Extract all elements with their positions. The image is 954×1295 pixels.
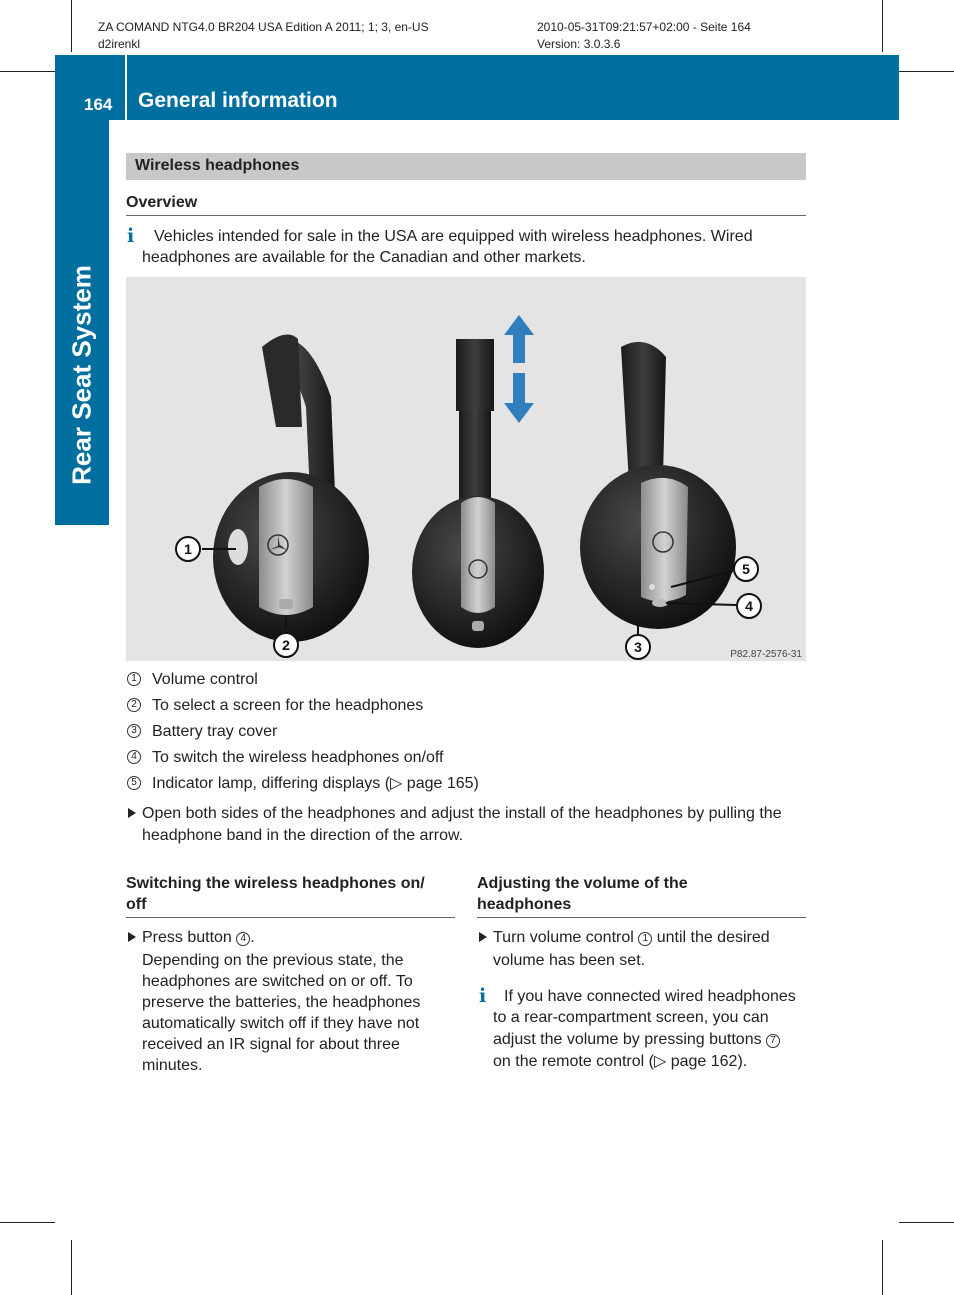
legend-number: 1 xyxy=(127,672,141,686)
heading-line: headphones xyxy=(477,896,572,913)
info-text: adjust the volume by pressing buttons xyxy=(493,1031,767,1048)
switching-description xyxy=(142,950,454,1076)
heading-line: Adjusting the volume of the xyxy=(477,875,688,892)
heading-rule xyxy=(126,215,806,216)
print-metadata-right xyxy=(537,19,751,53)
metadata-line: ZA COMAND NTG4.0 BR204 USA Edition A 2011; 1; 3, en-US xyxy=(98,20,429,34)
description-line: automatically switch off if they have not xyxy=(142,1015,420,1032)
button-number: 4 xyxy=(236,932,250,946)
info-icon: i xyxy=(479,985,487,1007)
description-line: headphones are switched on or off. To xyxy=(142,973,413,990)
callout-5 xyxy=(734,557,758,581)
instruction-line: Open both sides of the headphones and adjust the install of the headphones by pulling the xyxy=(142,805,782,822)
overview-info-line: Vehicles intended for sale in the USA are equipped with wireless headphones. Wired xyxy=(154,228,753,245)
overview-info-line: headphones are available for the Canadian and other markets. xyxy=(142,249,586,266)
crop-mark xyxy=(71,0,72,52)
instruction-line: headphone band in the direction of the arrow. xyxy=(142,827,464,844)
headphone-right-view xyxy=(580,342,736,629)
heading-line: off xyxy=(126,896,147,913)
callout-number: 5 xyxy=(742,561,750,577)
legend-item: Indicator lamp, differing displays (▷ page 165) xyxy=(152,775,479,792)
crop-mark xyxy=(899,71,954,72)
header-divider xyxy=(125,55,127,120)
info-line: on the remote control (▷ page 162). xyxy=(493,1053,748,1070)
metadata-line: 2010-05-31T09:21:57+02:00 - Seite 164 xyxy=(537,20,751,34)
chapter-tab-label: Rear Seat System xyxy=(66,265,97,485)
callout-number: 1 xyxy=(184,541,192,557)
volume-info xyxy=(504,986,796,1007)
headphones-illustration xyxy=(126,277,806,661)
heading-rule xyxy=(126,917,455,918)
legend-item: Battery tray cover xyxy=(152,723,278,740)
legend-item: Volume control xyxy=(152,671,258,688)
metadata-line: d2irenkl xyxy=(98,37,141,51)
legend-number: 2 xyxy=(127,698,141,712)
callout-1 xyxy=(176,537,200,561)
page-title: General information xyxy=(138,89,338,112)
step-text: Press button xyxy=(142,929,237,946)
info-icon: i xyxy=(127,225,135,247)
headphone-left-view xyxy=(213,335,369,643)
callout-number: 3 xyxy=(634,639,642,655)
button-number: 7 xyxy=(766,1034,780,1048)
step-arrow-icon xyxy=(128,808,136,818)
switching-heading xyxy=(126,873,425,915)
step-arrow-icon xyxy=(128,932,136,942)
callout-2 xyxy=(274,633,298,657)
volume-heading xyxy=(477,873,688,915)
legend-item: To switch the wireless headphones on/off xyxy=(152,749,444,766)
step-arrow-icon xyxy=(479,932,487,942)
legend-item: To select a screen for the headphones xyxy=(152,697,424,714)
button-number: 1 xyxy=(638,932,652,946)
callout-3 xyxy=(626,635,650,659)
callout-4 xyxy=(737,594,761,618)
volume-step xyxy=(493,927,770,948)
heading-rule xyxy=(477,917,806,918)
headphones-figure xyxy=(126,277,806,661)
volume-info-cont xyxy=(493,1007,806,1072)
crop-mark xyxy=(882,1240,883,1295)
section-title: Wireless headphones xyxy=(135,157,300,174)
info-line: If you have connected wired headphones xyxy=(504,988,796,1005)
crop-mark xyxy=(71,1240,72,1295)
crop-mark xyxy=(0,71,55,72)
volume-step-line: volume has been set. xyxy=(493,952,646,969)
switching-step xyxy=(142,927,255,948)
print-metadata-left xyxy=(98,19,429,53)
info-line: to a rear-compartment screen, you can xyxy=(493,1009,769,1026)
crop-mark xyxy=(0,1222,55,1223)
callout-number: 2 xyxy=(282,637,290,653)
description-line: Depending on the previous state, the xyxy=(142,952,404,969)
step-text: until the desired xyxy=(652,929,770,946)
step-text: Turn volume control xyxy=(493,929,639,946)
page-number: 164 xyxy=(84,95,113,114)
figure-code: P82.87-2576-31 xyxy=(730,649,802,660)
headphone-front-view xyxy=(412,315,544,648)
description-line: preserve the batteries, the headphones xyxy=(142,994,421,1011)
description-line: received an IR signal for about three xyxy=(142,1036,400,1053)
legend-number: 5 xyxy=(127,776,141,790)
metadata-line: Version: 3.0.3.6 xyxy=(537,37,621,51)
crop-mark xyxy=(899,1222,954,1223)
info-line xyxy=(493,1029,806,1050)
step-text: . xyxy=(250,929,255,946)
crop-mark xyxy=(882,0,883,52)
heading-line: Switching the wireless headphones on/ xyxy=(126,875,425,892)
legend-number: 3 xyxy=(127,724,141,738)
callout-number: 4 xyxy=(745,598,753,614)
description-line: minutes. xyxy=(142,1057,203,1074)
legend-number: 4 xyxy=(127,750,141,764)
overview-heading: Overview xyxy=(126,194,198,211)
